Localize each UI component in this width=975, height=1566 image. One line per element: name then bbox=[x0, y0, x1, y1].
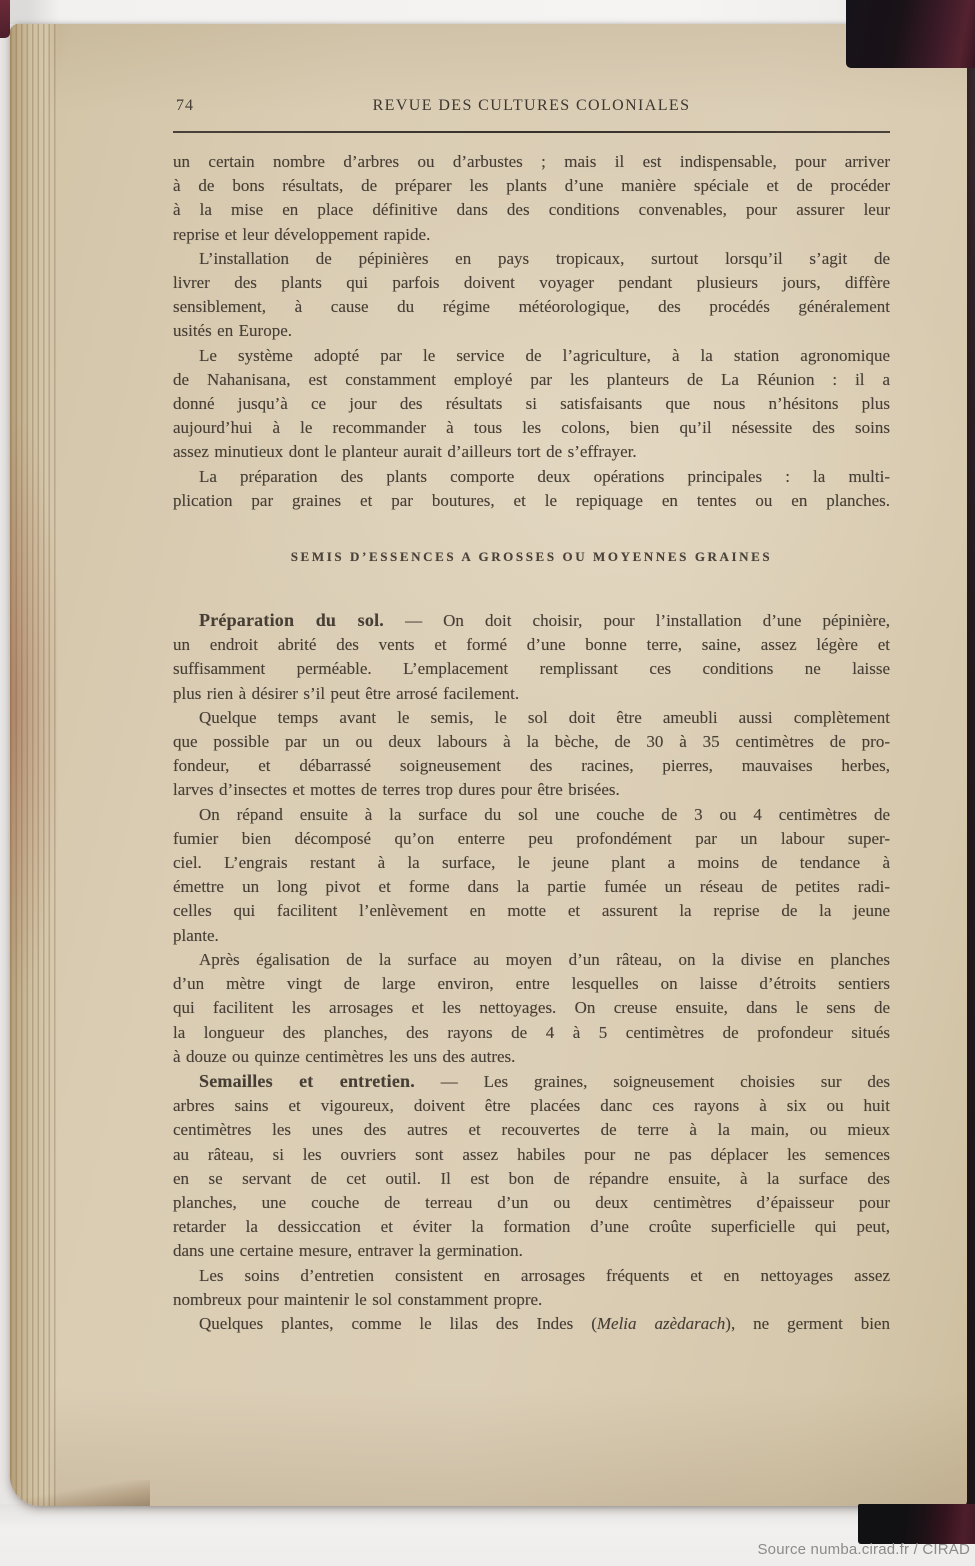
journal-header-title: REVUE DES CULTURES COLONIALES bbox=[372, 97, 691, 114]
body-line: Les soins d’entretien consistent en arrosages fréquents et en nettoyages assez bbox=[199, 1265, 890, 1285]
body-line: ciel. L’engrais restant à la surface, le jeune plant a moins de tendance à bbox=[173, 853, 890, 873]
body-line: plus rien à désirer s’il peut être arrosé facilement. bbox=[173, 683, 520, 703]
body-line: fumier bien décomposé qu’on enterre peu profondément par un labour super- bbox=[173, 828, 890, 848]
text-segment: ), ne germent bien bbox=[725, 1313, 890, 1333]
body-line: La préparation des plants comporte deux opérations principales : la multi- bbox=[199, 466, 890, 486]
body-line: la longueur des planches, des rayons de 4 à 5 centimètres de profondeur situés bbox=[173, 1022, 890, 1042]
book-cover-top-right bbox=[846, 0, 975, 68]
body-line bbox=[173, 1069, 890, 1094]
body-line: que possible par un ou deux labours à la bèche, de 30 à 35 centimètres de pro- bbox=[173, 732, 890, 752]
body-line: à la mise en place définitive dans des conditions convenables, pour assurer leur bbox=[173, 200, 890, 220]
body-line: assez minutieux dont le planteur aurait d’ailleurs tort de s’effrayer. bbox=[173, 442, 637, 462]
body-line: en se servant de cet outil. Il est bon de répandre ensuite, à la surface des bbox=[173, 1168, 890, 1188]
body-line: celles qui facilitent l’enlèvement en motte et assurent la reprise de la jeune bbox=[173, 901, 890, 921]
body-line: fondeur, et débarrassé soigneusement des racines, pierres, mauvaises herbes, bbox=[173, 756, 890, 776]
body-line: au râteau, si les ouvriers sont assez habiles pour ne pas déplacer les semences bbox=[173, 1144, 890, 1164]
body-line: à de bons résultats, de préparer les plants d’une manière spéciale et de procéder bbox=[173, 176, 890, 196]
body-line: d’un mètre vingt de large environ, entre lesquelles on laisse d’étroits sentiers bbox=[173, 974, 890, 994]
body-line: plante. bbox=[173, 925, 219, 945]
body-line: un certain nombre d’arbres ou d’arbustes ; mais il est indispensable, pour arriver bbox=[173, 152, 890, 171]
page-edge-stack-bottom bbox=[10, 1480, 150, 1506]
page-edge-stack bbox=[10, 24, 58, 1506]
body-line: Après égalisation de la surface au moyen d’un râteau, on la divise en planches bbox=[199, 949, 890, 969]
body-line: arbres sains et vigoureux, doivent être placées danc ces rayons à six ou huit bbox=[173, 1096, 890, 1116]
section-heading: SEMIS D’ESSENCES A GROSSES OU MOYENNES GRAINES bbox=[290, 549, 773, 565]
body-line: suffisamment perméable. L’emplacement remplissant ces conditions ne laisse bbox=[173, 659, 890, 679]
body-line: de Nahanisana, est constamment employé par les planteurs de La Réunion : il a bbox=[173, 369, 890, 389]
body-line: qui facilitent les arrosages et les nettoyages. On creuse ensuite, dans le sens de bbox=[173, 998, 890, 1018]
body-line: usités en Europe. bbox=[173, 321, 293, 341]
paragraph-lead: Semailles et entretien. bbox=[199, 1070, 415, 1091]
body-line: émettre un long pivot et forme dans la partie fumée un réseau de petites radi- bbox=[173, 877, 890, 897]
page-number: 74 bbox=[176, 97, 194, 114]
body-line: aujourd’hui à le recommander à tous les colons, bien qu’il nésessite des soins bbox=[173, 418, 890, 438]
text-segment: Quelques plantes, comme le lilas des Indes ( bbox=[199, 1313, 597, 1333]
body-line: livrer des plants qui parfois doivent voyager pendant plusieurs jours, diffère bbox=[173, 273, 890, 293]
body-text bbox=[173, 150, 890, 1336]
text-segment: — On doit choisir, pour l’installation d’une pépinière, bbox=[383, 611, 890, 631]
latin-species-name: Melia azèdarach bbox=[596, 1313, 726, 1333]
body-line: plication par graines et par boutures, et le repiquage en tentes ou en planches. bbox=[173, 490, 890, 510]
body-line: nombreux pour maintenir le sol constamment propre. bbox=[173, 1289, 543, 1309]
body-line bbox=[173, 1312, 890, 1336]
body-line: donné jusqu’à ce jour des résultats si satisfaisants que nous n’hésitons plus bbox=[173, 394, 890, 414]
text-segment: — Les graines, soigneusement choisies sur des bbox=[414, 1071, 890, 1091]
body-line: reprise et leur développement rapide. bbox=[173, 224, 431, 244]
body-line: centimètres les unes des autres et recouvertes de terre à la main, ou mieux bbox=[173, 1120, 890, 1140]
book-spine-sliver bbox=[0, 0, 10, 38]
paragraph-lead: Préparation du sol. bbox=[199, 610, 384, 631]
body-line: sensiblement, à cause du régime météorologique, des procédés généralement bbox=[173, 297, 890, 317]
book-page bbox=[10, 24, 967, 1506]
body-line: un endroit abrité des vents et formé d’une bonne terre, saine, assez légère et bbox=[173, 635, 890, 655]
scanner-background-top bbox=[0, 0, 975, 24]
source-credit: Source numba.cirad.fr / CIRAD bbox=[757, 1541, 970, 1558]
page-header bbox=[173, 97, 890, 115]
body-line: L’installation de pépinières en pays tropicaux, surtout lorsqu’il s’agit de bbox=[199, 248, 890, 268]
book-cover-bottom-right bbox=[858, 1504, 975, 1544]
body-line: Le système adopté par le service de l’agriculture, à la station agronomique bbox=[199, 345, 890, 365]
body-line: Quelque temps avant le semis, le sol doit être ameubli aussi complètement bbox=[199, 707, 890, 727]
body-line: retarder la dessiccation et éviter la formation d’une croûte superficielle qui peut, bbox=[173, 1217, 890, 1237]
body-line bbox=[173, 608, 890, 633]
body-line: planches, une couche de terreau d’un ou deux centimètres d’épaisseur pour bbox=[173, 1192, 890, 1212]
body-line: larves d’insectes et mottes de terres trop dures pour être brisées. bbox=[173, 780, 620, 800]
body-line: On répand ensuite à la surface du sol une couche de 3 ou 4 centimètres de bbox=[199, 804, 890, 824]
body-line: à douze ou quinze centimètres les uns des autres. bbox=[173, 1046, 516, 1066]
header-rule bbox=[173, 131, 890, 133]
body-line: dans une certaine mesure, entraver la germination. bbox=[173, 1241, 523, 1261]
page-content bbox=[173, 97, 890, 1336]
